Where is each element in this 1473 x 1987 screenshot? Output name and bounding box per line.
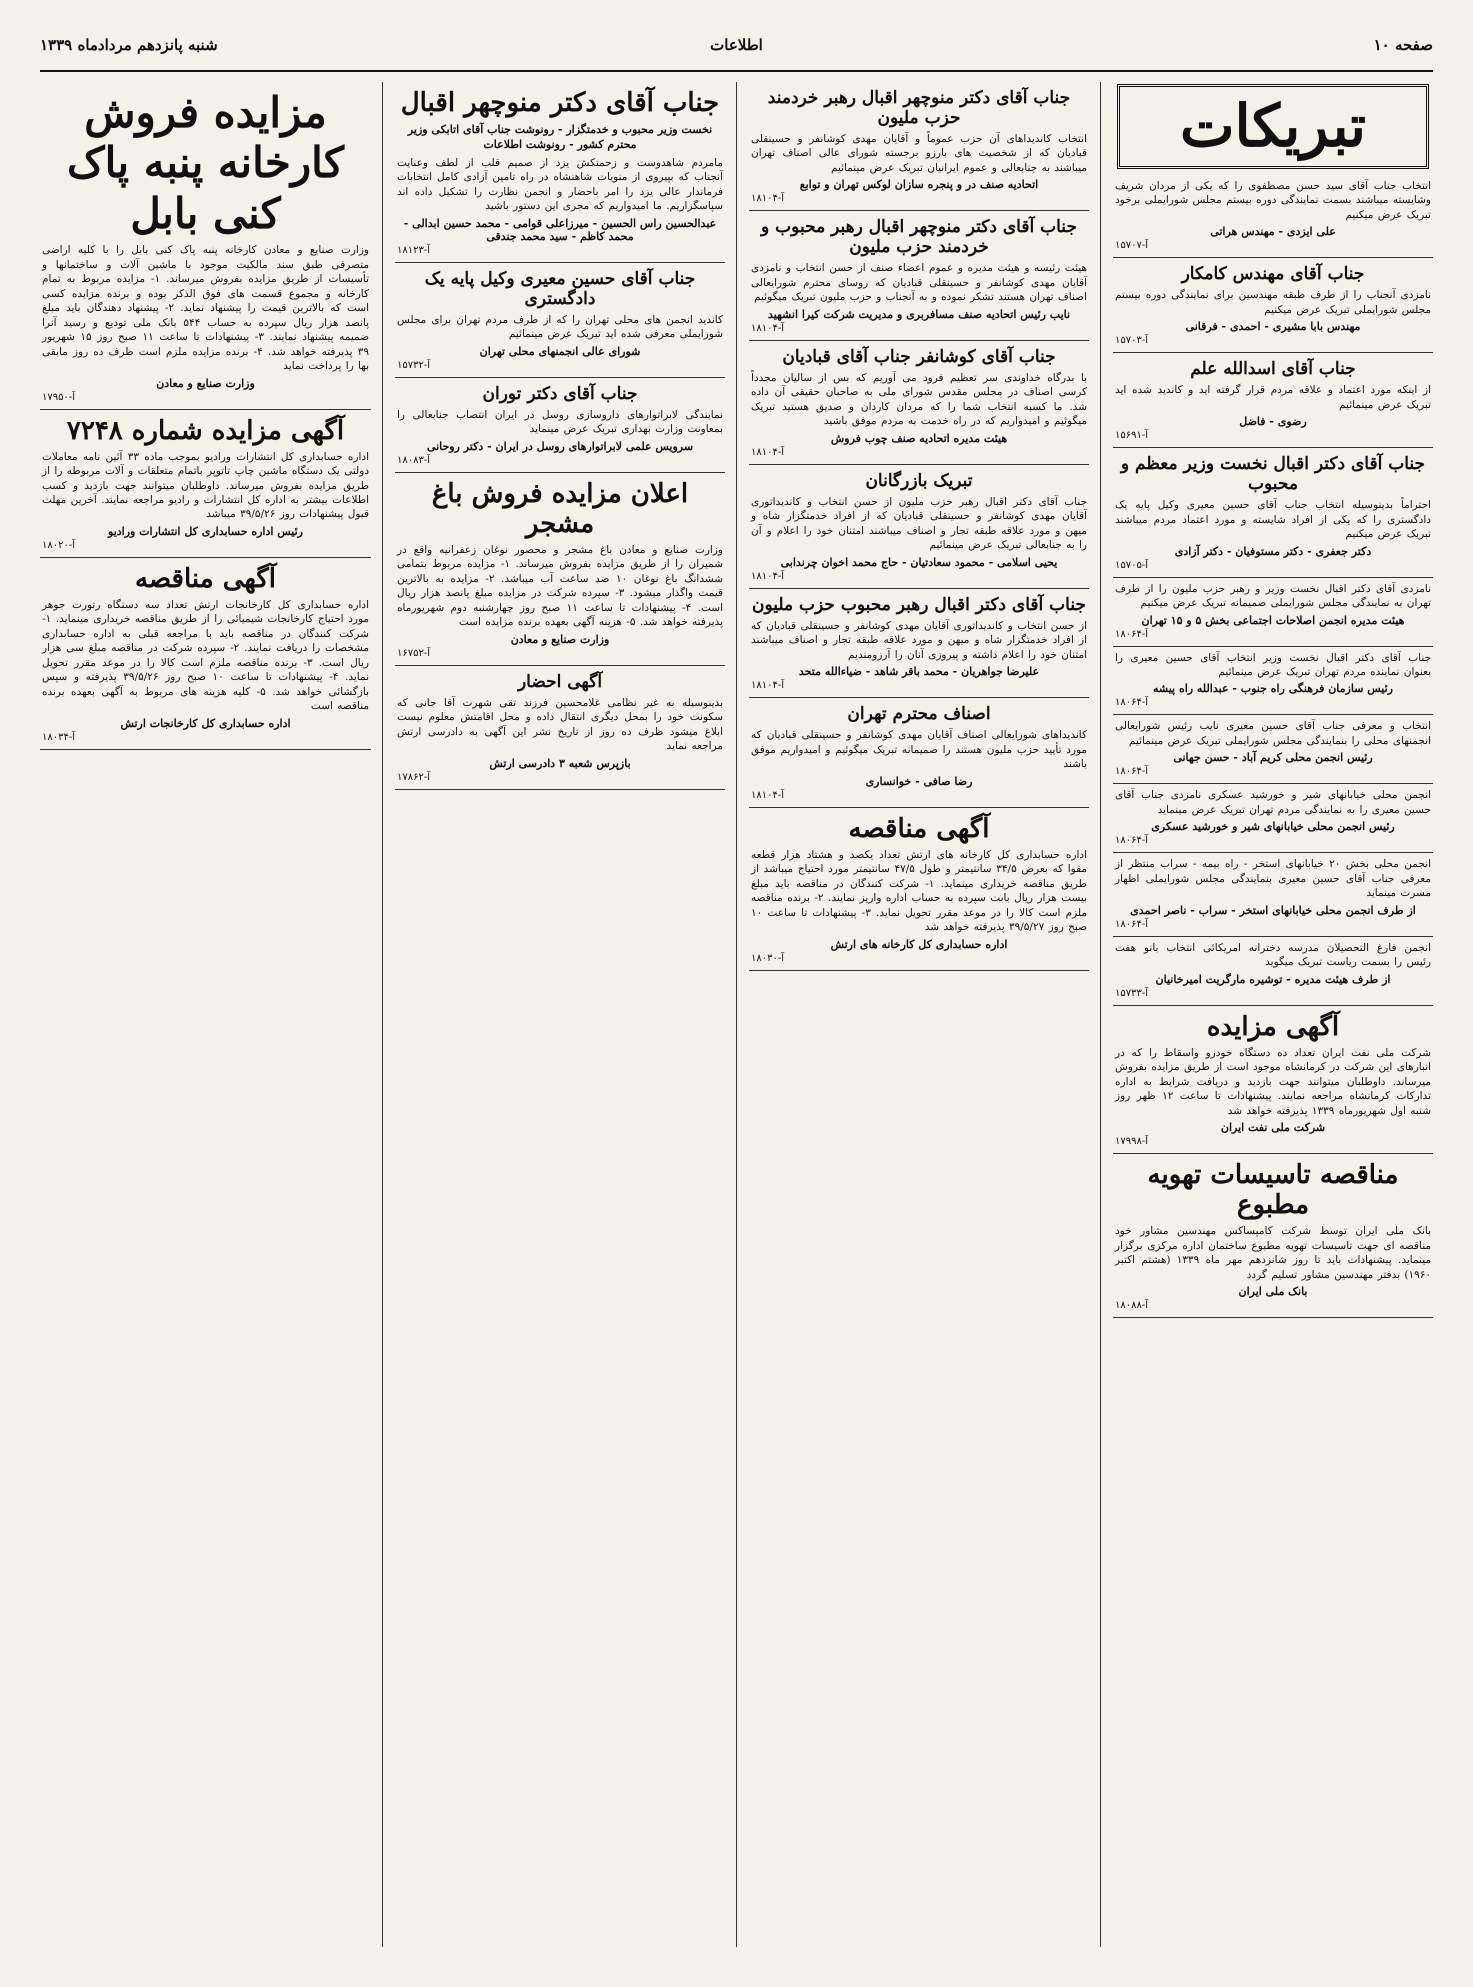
ad-reference: آ-۱۸۱۰۴ [751,446,785,458]
ad-reference: آ-۱۵۷۳۲ [397,359,431,371]
ad-reference: آ-۱۸۱۰۴ [751,680,785,692]
ad-reference: آ-۱۸۱۰۴ [751,570,785,582]
column-divider [382,82,383,1947]
article-text: کاندیداهای شورایعالی اصناف آقایان مهدی کوشانفر و حسینقلی قبادیان که مورد تأیید حزب ملیون هستند را صمیمانه تبریک میگوئیم و امیدواریم موفق باشند [751,729,1087,771]
article-text: مامردم شاهدوست و زحمتکش یزد از صمیم قلب از لطف وعنایت آنجناب که بپیروی از منویات شاهنشاه در راه تامین آزادی کامل انتخابات فرماندار عالی یزد را امر باحضار و انجمن نظارت را تشکیل داده اند سپاسگزاریم. ما امیدواریم که مجری این دستور باشید [397,156,723,213]
article-text: انتخاب کاندیداهای آن حزب عموماً و آقایان مهدی کوشانفر و حسینقلی قبادیان که از شخصیت های بارزو برجسته شورای عالی اصناف تهران میباشند به جنابعالی و عموم ایرانیان تبریک عرض مینمائیم [751,133,1087,174]
ad-reference: آ-۱۸۱۰۴ [751,789,785,801]
article-title: مناقصه تاسیسات تهویه مطبوع [1147,1160,1399,1221]
ad-reference: آ-۱۵۷۰۷ [1115,240,1149,252]
article-subtitle: نخست وزیر محبوب و خدمتگزار - رونوشت جناب آقای اتابکی وزیر محترم کشور - رونوشت اطلاعات [407,123,713,152]
article [395,82,725,263]
article-text: انتخاب و معرفی جناب آقای حسین معیری نایب رئیس شورایعالی انجمنهای محلی را بنمایندگی مجلس شورایملی تبریک عرض مینمائیم [1115,720,1431,747]
article-text: وزارت صنایع و معادن باغ مشجر و محصور نوغان زعفرانیه واقع در شمیران را از طریق مزایده بفروش میرساند. ۱- مزایده مربوط بتمامی ششدانگ باغ نوغان ۱۰ صد ساعت آب میباشد. ۲- مزایده به بالاترین قیمت واگذار میشود. ۳- سپرده شرکت در مزایده مبلغ پانصد هزار ریال است. ۴- پیشنهادات تا ساعت ۱۱ صبح روز چهارشنبه دوم شهریورماه پذیرفته خواهد شد. ۵- هزینه آگهی بعهده برنده مزایده است [397,543,724,629]
article [749,808,1089,971]
article-signature: وزارت صنایع و معادن [156,376,255,390]
paper-name: اطلاعات [710,36,763,54]
article-title: جناب آقای کوشانفر جناب آقای قبادیان [782,346,1056,367]
article-title: آگهی احضار [517,671,603,692]
ad-reference: آ-۱۷۹۵۰ [42,391,76,403]
article-title: آگهی مزایده [1206,1011,1340,1042]
article [1113,448,1433,577]
article-text: نمایندگی لابراتوارهای داروسازی روسل در ایران انتصاب جنابعالی را بمعاونت وزارت بهداری تبریک عرض مینماید [397,408,723,436]
article-signature: از طرف انجمن محلی خیابانهای استخر - سراب - ناصر احمدی [1130,903,1416,917]
article-text: از اینکه مورد اعتماد و علاقه مردم قرار گرفته اید و کاندید شده اید تبریک عرض مینمائیم [1115,384,1431,411]
article [749,82,1089,211]
article-signature: سرویس علمی لابراتوارهای روسل در ایران - دکتر روحانی [426,439,694,453]
article-text: انتخاب جناب آقای سید حسن مصطفوی را که یکی از مردان شریف وشایسته میباشند بسمت نمایندگی دوره بیستم مجلس شورایملی برخود تبریک عرض میکنیم [1115,179,1431,221]
section-logo: تبریکات [1117,84,1429,169]
article-text: انجمن محلی بخش ۲۰ خیابانهای استخر - راه بیمه - سراب منتظر از معرفی جناب آقای حسین معیری بنمایندگی مجلس شورایملی اظهار مسرت مینماید [1115,858,1431,900]
column-divider [1100,82,1101,1947]
article [1113,258,1433,353]
article-title: آگهی مزایده شماره ۷۲۴۸ [66,415,345,446]
ad-reference: آ-۱۸۰۶۴ [1115,835,1149,847]
article [749,589,1089,698]
article-text: نامزدی آقای دکتر اقبال نخست وزیر و رهبر حزب ملیون را از طرف تهران به نمایندگی مجلس شورایملی صمیمانه تبریک عرض میکنیم [1115,582,1431,610]
article-text: انجمن فارغ التحصیلان مدرسه دخترانه امریکائی انتخاب بانو هفت رئیس را بسمت ریاست تبریک میگوید [1115,941,1431,969]
ad-reference: آ-۱۷۹۹۸ [1115,1136,1149,1148]
article-title: جناب آقای دکتر توران [482,383,638,404]
article-signature: بازپرس شعبه ۳ دادرسی ارتش [489,756,631,770]
article-signature: اداره حسابداری کل کارخانجات ارتش [120,716,291,730]
article-text: با بدرگاه خداوندی سر تعظیم فرود می آوریم که بس از سالیان مجدداً کرسی اصناف در مجلس مقدس شورای ملی به صاحبان حقیقی آن داده شد. ما کسبه انتخاب شما را که مردان کاردان و صدیق هستید تبریک میگوئیم و امیدواریم که در راه خدمت به مردم موفق باشید [751,371,1087,428]
article-signature: اتحادیه صنف در و پنجره سازان لوکس تهران و توابع [799,178,1039,192]
article [395,473,725,666]
article-signature: رضا صافی - خوانساری [865,774,973,788]
article-signature: رئیس انجمن محلی کریم آباد - حسن جهانی [1173,751,1373,765]
ad-reference: آ-۱۷۸۶۲ [397,771,431,783]
article [749,341,1089,465]
ad-reference: آ-۱۸۰۶۴ [1115,918,1149,930]
ad-reference: آ-۱۸۰۶۴ [1115,628,1149,640]
article [1113,175,1433,258]
article-text: از حسن انتخاب و کاندیداتوری آقایان مهدی کوشانفر و حسینقلی قبادیان که از افراد خدمتگزار شاه و میهن و مورد علاقه طبقه تجار و اصناف میباشند امتنان خود را اعلام داشته و پیروزی آنان را آرزومندیم [751,619,1087,661]
article [1113,1154,1433,1318]
ad-reference: آ-۱۵۶۹۱ [1115,430,1149,442]
article-signature: علیرضا جواهریان - محمد باقر شاهد - ضیاءالله متحد [798,665,1040,679]
column-3 [395,82,725,1947]
article-text: هیئت رئیسه و هیئت مدیره و عموم اعضاء صنف از حسن انتخاب و نامزدی آقایان مهدی کوشانفر و حسینقلی قبادیان که روسای محترم شورایعالی اصناف تهران هستند تشکر نموده و به آنجناب و حزب ملیون تبریک میگوئیم [751,262,1087,304]
article [1113,937,1433,1006]
column-4 [40,82,371,1947]
ad-reference: آ-۱۵۷۳۳ [1115,987,1149,999]
article-text: اداره حسابداری کل انتشارات ورادیو بموجب ماده ۳۳ آئین نامه معاملات دولتی یک دستگاه ماشین چاپ تاتوپر باتمام متعلقات و آلات مربوطه را از طریق مزایده بفروش میرساند. داوطلبان میتوانند جهت بازدید و کسب اطلاعات بیشتر به اداره کل انتشارات و رادیو مراجعه نمایند. آخرین مهلت قبول پیشنهادات روز ۳۹/۵/۲۶ میباشد [42,450,369,521]
article [1113,853,1433,936]
article [1113,578,1433,647]
article-signature: نایب رئیس اتحادیه صنف مسافربری و مدیریت شرکت کیرا انشهید [767,307,1071,321]
article-text: بدینوسیله به غیر نظامی غلامحسین فرزند تقی شهرت آقا جانی که سکونت خود را بمحل دیگری انتقال داده و محل اقامتش معلوم نیست ابلاغ میشود ظرف ده روز از تاریخ نشر این آگهی به دادرسی ارتش مراجعه نماید [397,696,723,753]
article-title: جناب آقای دکتر منوچهر اقبال رهبر خردمند حزب ملیون [767,88,1071,128]
ad-reference: آ-۱۸۱۰۴ [751,322,785,334]
article-title: جناب آقای حسین معیری وکیل پایه یک دادگستری [424,268,696,309]
article [40,410,371,558]
article-text: جناب آقای دکتر اقبال رهبر حزب ملیون از حسن انتخاب و کاندیداتوری آقایان مهدی کوشانفر و حسینقلی قبادیان که از افراد خدمتگزار شاه و میهن و مورد علاقه طبقه تجار و اصناف میباشند امتنان خود را اعلام و آن را به جنابعالی تبریک عرض مینمائیم [751,495,1087,552]
article [1113,647,1433,716]
article-text: وزارت صنایع و معادن کارخانه پنبه پاک کنی بابل را با کلیه اراضی متصرفی طبق سند مالکیت موجود با ماشین آلات و ساختمانها و تأسیسات از طریق مزایده بفروش میرساند. ۱- مزایده مربوط به تمام کارخانه و مجموع قسمت های فوق الذکر بوده و برنده مزایده کسی است که بالاترین قیمت را پیشنهاد نماید. ۲- پیشنهاد دهندگان باید مبلغ پانصد هزار ریال سپرده به حساب ۵۴۴ بانک ملی تودیع و رسید آنرا ضمیمه پیشنهاد نمایند. ۳- پیشنهادات تا ساعت ۱۱ صبح روز ۱۵ شهریور ۳۹ پذیرفته خواهد شد. ۴- برنده مزایده ملزم است ظرف ده روز مابقی بها را پرداخت نماید [42,244,369,373]
article-signature: از طرف هیئت مدیره - توشیره مارگریت امیرخانیان [1155,972,1391,986]
ad-reference: آ-۱۸۰۶۴ [1115,697,1149,709]
ad-reference: آ-۱۸۰۳۴ [42,731,76,743]
article [1113,353,1433,448]
article-title: جناب آقای دکتر اقبال رهبر محبوب حزب ملیون [752,594,1086,615]
article [1113,715,1433,784]
article-text: انجمن محلی خیابانهای شیر و خورشید عسکری نامزدی جناب آقای حسین معیری را به نمایندگی مردم تهران تبریک عرض مینماید [1115,789,1431,816]
page-number: صفحه ۱۰ [1373,36,1433,54]
article [40,82,371,410]
article-signature: علی ایزدی - مهندس هراتی [1210,225,1336,239]
article-title: جناب آقای مهندس کامکار [1181,264,1365,285]
article [395,378,725,473]
article-signature: عبدالحسین راس الحسین - میرزاعلی قوامی - محمد حسین ابدالی - محمد کاظم - سید محمد جندقی [403,216,717,243]
ad-reference: آ-۱۸۰۸۳ [397,454,431,466]
article-title: جناب آقای دکتر منوچهر اقبال رهبر محبوب و خردمند حزب ملیون [761,217,1077,258]
ad-reference: آ-۱۸۰۲۰ [42,539,76,551]
ad-reference: آ-۱۸۱۰۴ [751,193,785,205]
article [395,666,725,790]
article-signature: رئیس انجمن محلی خیابانهای شیر و خورشید عسکری [1151,820,1395,834]
article-text: نامزدی آنجناب را از طرف طبقه مهندسین برای نمایندگی دوره بیستم مجلس شورایملی تبریک عرض میکنیم [1115,289,1431,316]
article [395,263,725,378]
column-2 [749,82,1089,1947]
article-title: جناب آقای دکتر منوچهر اقبال [400,88,720,118]
ad-reference: آ-۱۵۷۰۵ [1115,559,1149,571]
article-text: کاندید انجمن های محلی تهران را که از طرف مردم تهران برای مجلس شورایملی معرفی شده اید تبریک عرض مینمائیم [397,313,723,341]
article [749,465,1089,589]
article [749,211,1089,340]
article-signature: دکتر جعفری - دکتر مستوفیان - دکتر آزادی [1174,544,1372,558]
column-1 [1113,82,1433,1947]
article-text: احتراماً بدینوسیله انتخاب جناب آقای حسین معیری وکیل پایه یک دادگستری را که یکی از افراد شایسته و مورد اعتماد مردم میباشند تبریک عرض میکنیم [1115,499,1431,541]
article-title: جناب آقای اسدالله علم [1190,359,1356,380]
article-title: جناب آقای دکتر اقبال نخست وزیر معظم و محبوب [1120,454,1426,495]
ad-reference: آ-۱۸۰۳۰ [751,952,785,964]
article-title: اصناف محترم تهران [847,704,991,725]
article [1113,1006,1433,1154]
article-signature: رضوی - فاضل [1239,415,1307,429]
article-text: اداره حسابداری کل کارخانجات ارتش تعداد سه دستگاه رتورت جوهر مورد احتیاج کارخانجات شیمیائی را از طریق مناقصه خریداری مینماید. ۱- شرکت کنندگان در مناقصه باید با مراجعه قبلی به اداره حسابداری مشخصات را دریافت نمایند. ۲- سپرده شرکت در مناقصه مبلغ سی هزار ریال است. ۳- برنده مناقصه ملزم است کالا را در موعد مقرر تحویل نماید. ۴- پیشنهادات تا ساعت ۱۰ صبح روز ۳۹/۵/۲۶ پذیرفته و سپس بازگشائی خواهد شد. ۵- کلیه هزینه های مربوط به آگهی بعهده برنده مناقصه است [42,598,370,713]
article-title: تبریک بازرگانان [865,470,973,491]
article-text: جناب آقای دکتر اقبال نخست وزیر انتخاب آقای حسین معیری را بعنوان نماینده مردم تهران تبریک عرض مینمائیم [1115,651,1431,678]
article-title: آگهی مناقصه [135,563,276,594]
article-signature: هیئت مدیره اتحادیه صنف چوب فروش [830,431,1008,445]
article-signature: هیئت مدیره انجمن اصلاحات اجتماعی بخش ۵ و ۱۵ تهران [1141,613,1405,627]
article-signature: یحیی اسلامی - محمود سعادتیان - حاج محمد اخوان چرندابی [780,555,1058,569]
ad-reference: آ-۱۵۷۰۳ [1115,335,1149,347]
ad-reference: آ-۱۶۷۵۲ [397,647,431,659]
column-divider [736,82,737,1947]
article-text: شرکت ملی نفت ایران تعداد ده دستگاه خودرو واسقاط را که در انبارهای این شرکت در کرمانشاه موجود است از طریق مزایده بفروش میرساند. داوطلبان میتوانند جهت بازدید و دریافت شرایط به اداره تدارکات کرمانشاه مراجعه نمایند. پیشنهادات تا ساعت ۱۲ ظهر روز شنبه اول شهریورماه ۱۳۳۹ پذیرفته خواهد شد [1115,1046,1431,1117]
ad-reference: آ-۱۸۰۶۴ [1115,766,1149,778]
ad-reference: آ-۱۸۱۲۳ [397,244,431,256]
article-text: اداره حسابداری کل کارخانه های ارتش تعداد یکصد و هشتاد هزار قطعه مقوا که بعرض ۳۴/۵ سانتیمتر و طول ۴۷/۵ سانتیمتر مورد احتیاج میباشد از طریق مناقصه خریداری مینماید. ۱- شرکت کنندگان در مناقصه باید مبلغ بیست هزار ریال بابت سپرده به حساب اداره واریز نمایند. ۲- برنده مناقصه ملزم است کالا را در موعد مقرر تحویل نماید. ۳- پیشنهادات تا ساعت ۱۰ صبح روز ۳۹/۵/۲۷ پذیرفته خواهد شد [751,848,1088,934]
article [1113,784,1433,853]
ad-reference: آ-۱۸۰۸۸ [1115,1300,1149,1312]
article-text: بانک ملی ایران توسط شرکت کامپساکس مهندسین مشاور خود مناقصه ای جهت تاسیسات تهویه مطبوع ساختمان اداره مرکزی برگزار مینماید. پیشنهادات باید تا روز شانزدهم مهر ماه ۱۳۳۹ (هشتم اکتبر ۱۹۶۰) بدفتر مهندسین مشاور تسلیم گردد [1115,1225,1431,1281]
article-title: مزایده فروش کارخانه پنبه پاک کنی بابل [67,88,344,238]
article-signature: شورای عالی انجمنهای محلی تهران [479,344,641,358]
article [749,698,1089,807]
article-signature: شرکت ملی نفت ایران [1220,1121,1326,1135]
article-title: اعلان مزایده فروش باغ مشجر [431,478,689,539]
article-signature: رئیس سازمان فرهنگی راه جنوب - عبدالله راه پیشه [1153,682,1393,696]
article-title: آگهی مناقصه [848,813,990,844]
article-signature: مهندس بابا مشیری - احمدی - فرقانی [1185,320,1361,334]
page-header [40,30,1433,72]
article-signature: بانک ملی ایران [1238,1285,1308,1299]
article-signature: اداره حسابداری کل کارخانه های ارتش [830,937,1008,951]
article [40,558,371,750]
issue-date: شنبه پانزدهم مردادماه ۱۳۳۹ [40,36,218,54]
article-signature: رئیس اداره حسابداری کل انتشارات ورادیو [108,524,303,538]
article-signature: وزارت صنایع و معادن [510,632,610,646]
